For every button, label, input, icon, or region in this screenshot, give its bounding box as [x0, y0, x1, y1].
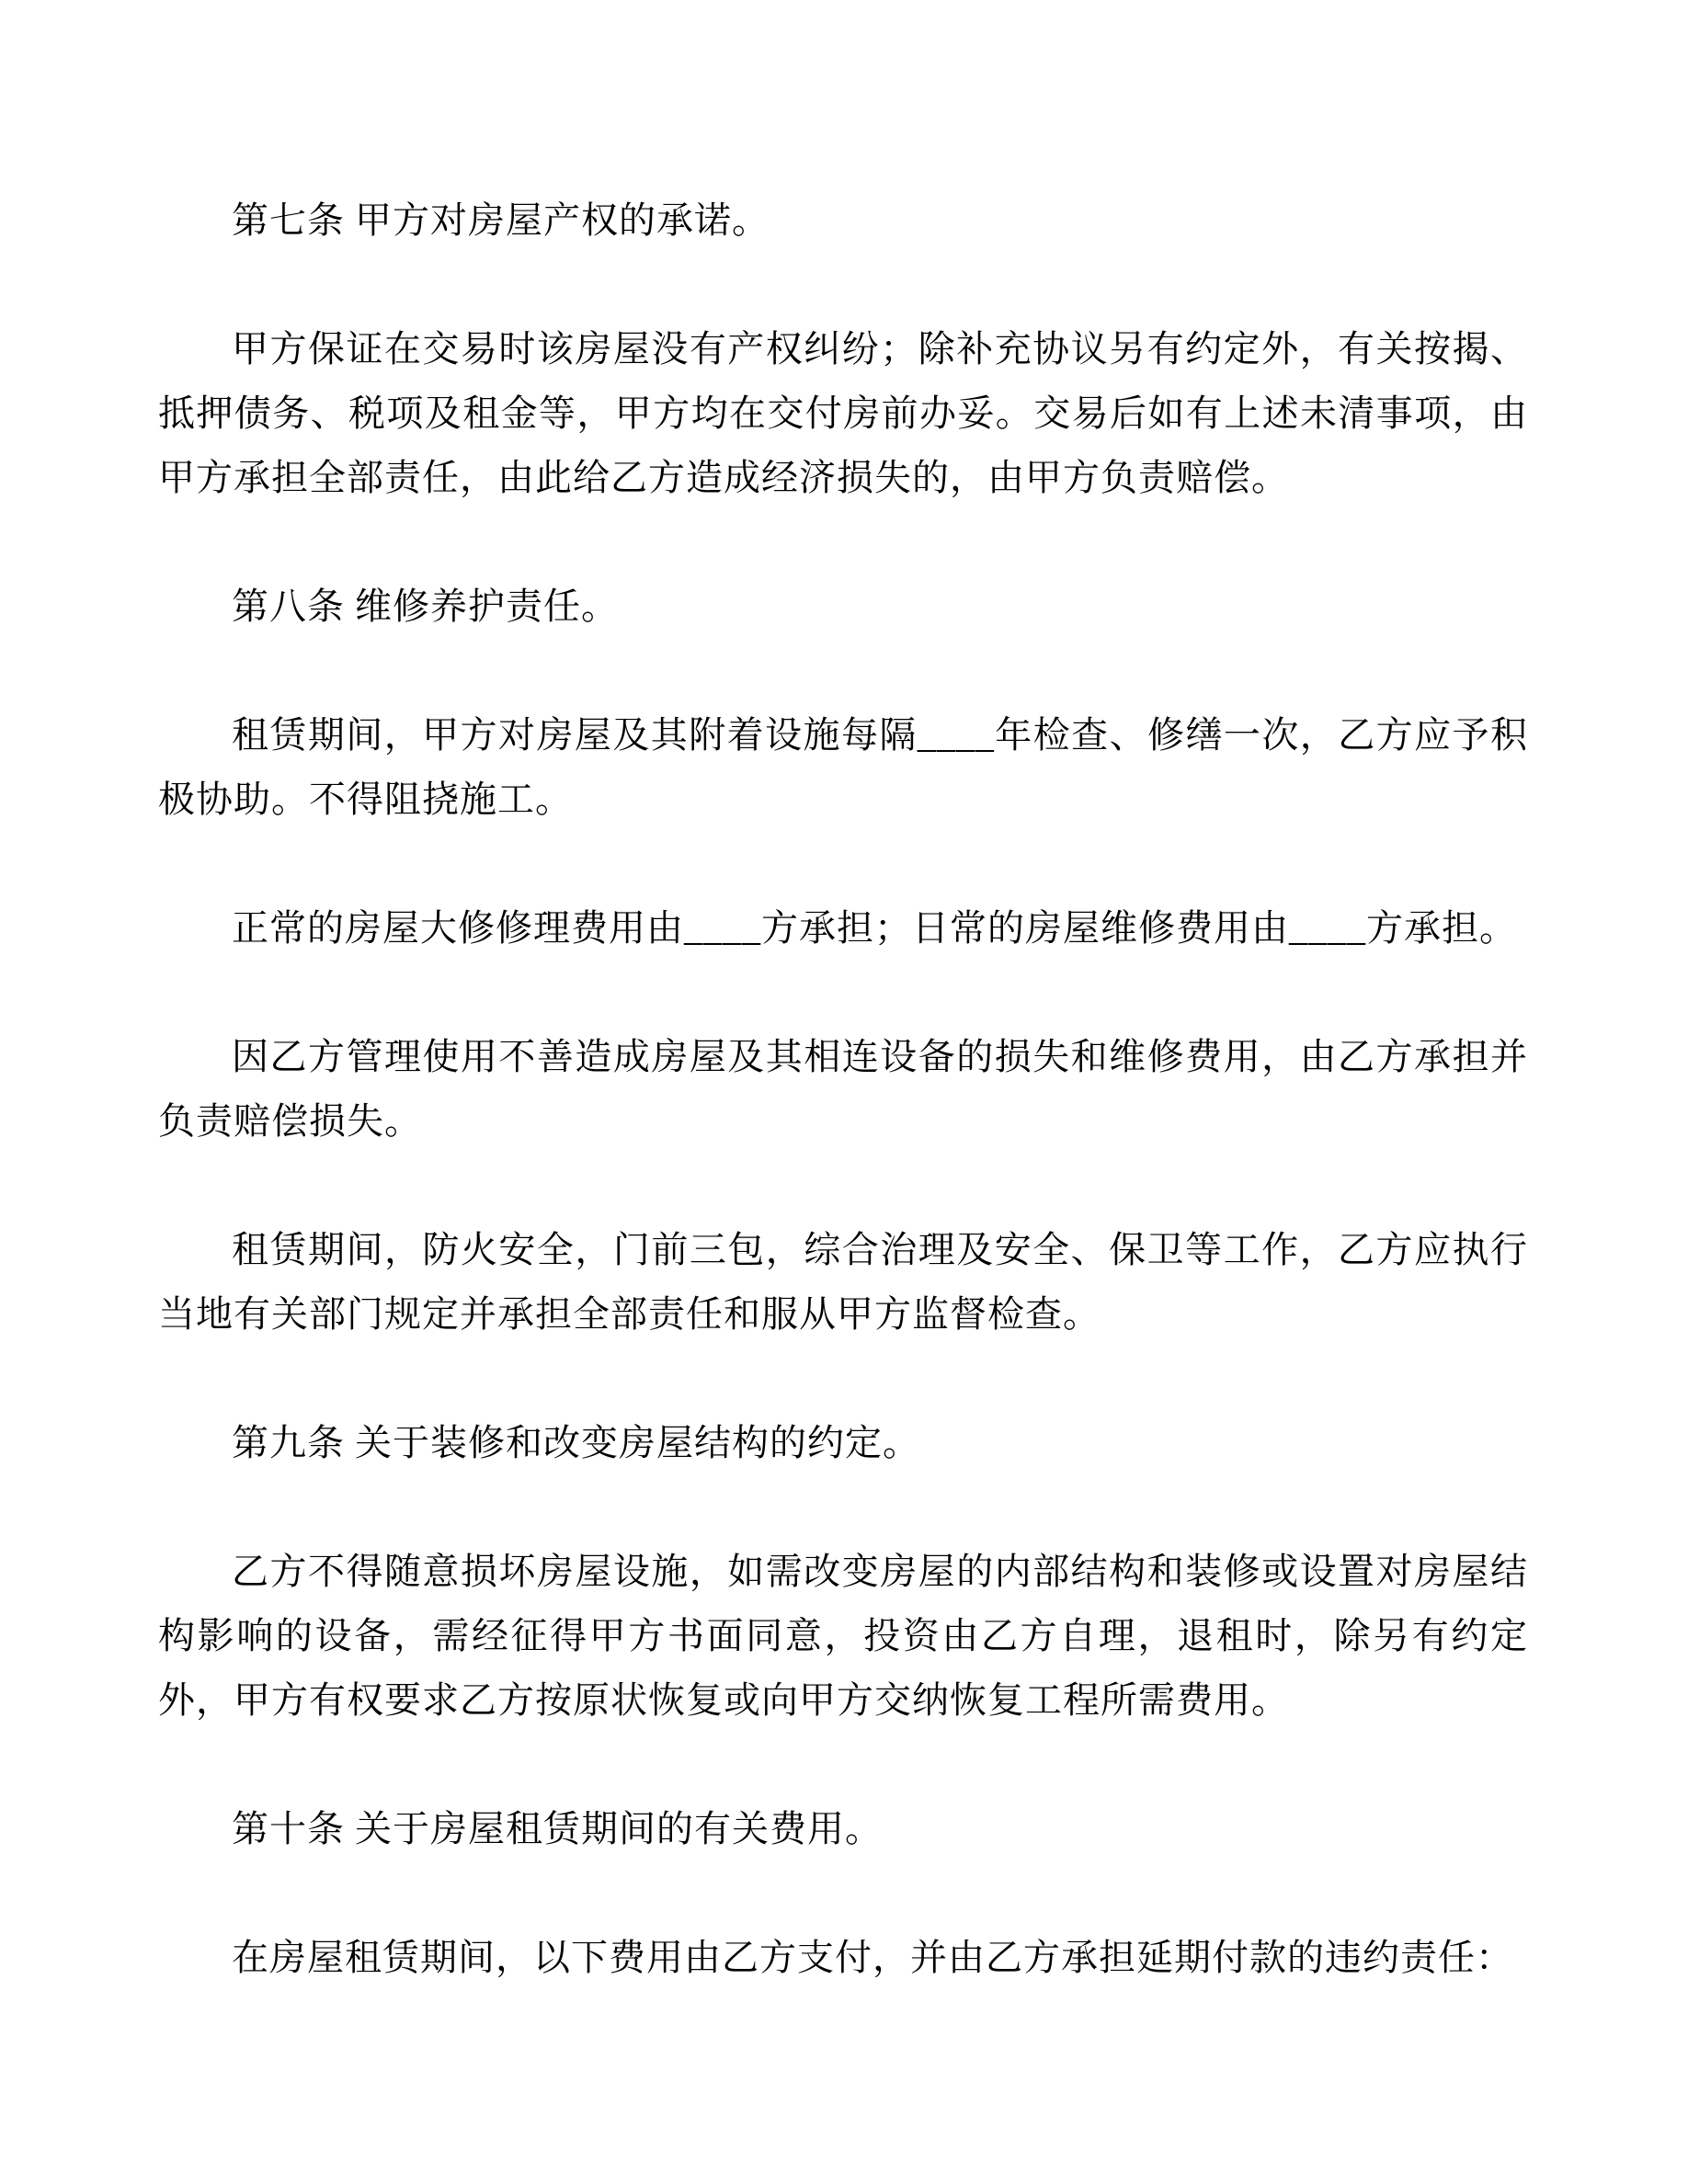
article-heading: 第八条 维修养护责任。	[232, 586, 619, 627]
contract-paragraph: 在房屋租赁期间，以下费用由乙方支付，并由乙方承担延期付款的违约责任：	[232, 1937, 1513, 1978]
document-body	[158, 188, 1528, 2054]
contract-paragraph: 甲方保证在交易时该房屋没有产权纠纷；除补充协议另有约定外，有关按揭、抵押债务、税项及租金等，甲方均在交付房前办妥。交易后如有上述未清事项，由甲方承担全部责任，由此给乙方造成经济损失的，由甲方负责赔偿。	[158, 328, 1528, 498]
contract-paragraph: 正常的房屋大修修理费用由____方承担；日常的房屋维修费用由____方承担。	[232, 907, 1517, 949]
contract-paragraph: 租赁期间，防火安全，门前三包，综合治理及安全、保卫等工作，乙方应执行当地有关部门规定并承担全部责任和服从甲方监督检查。	[158, 1229, 1528, 1335]
contract-paragraph: 乙方不得随意损坏房屋设施，如需改变房屋的内部结构和装修或设置对房屋结构影响的设备，需经征得甲方书面同意，投资由乙方自理，退租时，除另有约定外，甲方有权要求乙方按原状恢复或向甲方交纳恢复工程所需费用。	[158, 1551, 1528, 1721]
contract-paragraph: 因乙方管理使用不善造成房屋及其相连设备的损失和维修费用，由乙方承担并负责赔偿损失。	[158, 1036, 1528, 1142]
article-heading: 第七条 甲方对房屋产权的承诺。	[232, 199, 770, 241]
article-heading: 第九条 关于装修和改变房屋结构的约定。	[232, 1422, 920, 1463]
article-heading: 第十条 关于房屋租赁期间的有关费用。	[232, 1808, 883, 1849]
contract-paragraph: 租赁期间，甲方对房屋及其附着设施每隔____年检查、修缮一次，乙方应予积极协助。不得阻挠施工。	[158, 714, 1528, 820]
